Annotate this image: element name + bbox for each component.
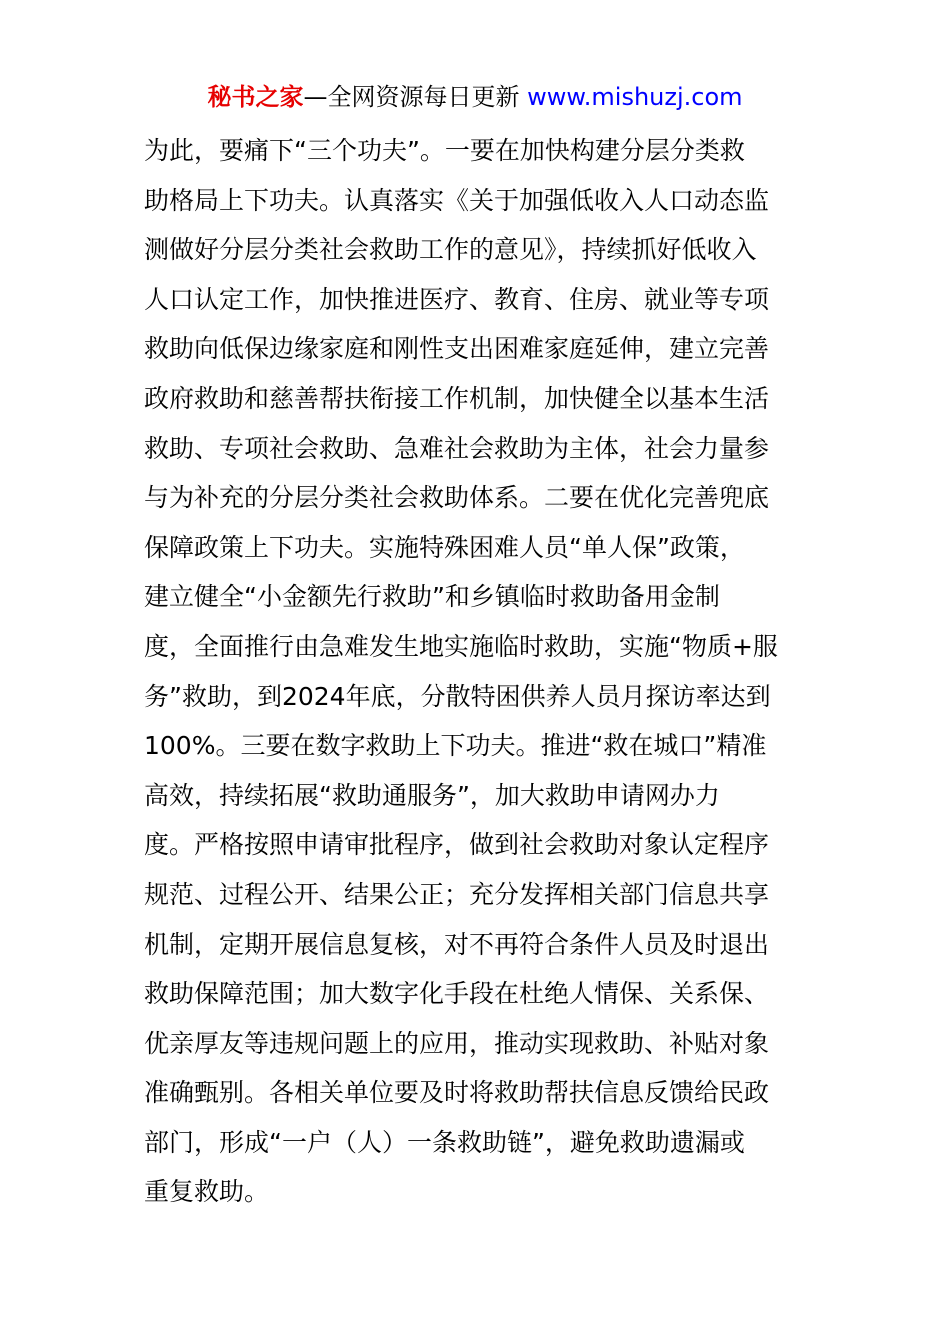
text-line: 助格局上下功夫。认真落实《关于加强低收入人口动态监 — [144, 185, 770, 215]
text-line: 高效，持续拓展“救助通服务”，加大救助申请网办力 — [144, 780, 720, 810]
text-line: 测做好分层分类社会救助工作的意见》，持续抓好低收入 — [144, 235, 757, 265]
text-line: 人口认定工作，加快推进医疗、教育、住房、就业等专项 — [144, 284, 770, 314]
text-line: 救助保障范围；加大数字化手段在杜绝人情保、关系保、 — [144, 979, 770, 1009]
header-tagline: —全网资源每日更新 — [303, 83, 528, 111]
text-line: 救助、专项社会救助、急难社会救助为主体，社会力量参 — [144, 433, 770, 463]
page-header — [0, 80, 950, 114]
site-url[interactable]: www.mishuzj.com — [527, 83, 743, 111]
text-line: 100%。三要在数字救助上下功夫。推进“救在城口”精准 — [144, 731, 767, 761]
text-line: 救助向低保边缘家庭和刚性支出困难家庭延伸，建立完善 — [144, 334, 770, 364]
text-line: 保障政策上下功夫。实施特殊困难人员“单人保”政策， — [144, 532, 745, 562]
text-line: 优亲厚友等违规问题上的应用，推动实现救助、补贴对象 — [144, 1028, 770, 1058]
text-line: 规范、过程公开、结果公正；充分发挥相关部门信息共享 — [144, 879, 770, 909]
text-line: 为此，要痛下“三个功夫”。一要在加快构建分层分类救 — [144, 136, 745, 165]
text-line: 部门，形成“一户（人）一条救助链”，避免救助遗漏或 — [144, 1127, 745, 1157]
text-line: 机制，定期开展信息复核，对不再符合条件人员及时退出 — [144, 929, 770, 959]
document-body — [144, 126, 806, 1217]
text-line: 准确甄别。各相关单位要及时将救助帮扶信息反馈给民政 — [144, 1078, 770, 1108]
text-line: 度，全面推行由急难发生地实施临时救助，实施“物质+服 — [144, 631, 778, 661]
text-line: 务”救助，到2024年底，分散特困供养人员月探访率达到 — [144, 681, 771, 711]
text-line: 政府救助和慈善帮扶衔接工作机制，加快健全以基本生活 — [144, 383, 770, 413]
brand-name: 秘书之家 — [207, 83, 304, 111]
text-line: 重复救助。 — [144, 1177, 270, 1207]
text-line: 建立健全“小金额先行救助”和乡镇临时救助备用金制 — [144, 582, 720, 612]
text-line: 度。严格按照申请审批程序，做到社会救助对象认定程序 — [144, 830, 770, 860]
text-line: 与为补充的分层分类社会救助体系。二要在优化完善兜底 — [144, 483, 770, 513]
